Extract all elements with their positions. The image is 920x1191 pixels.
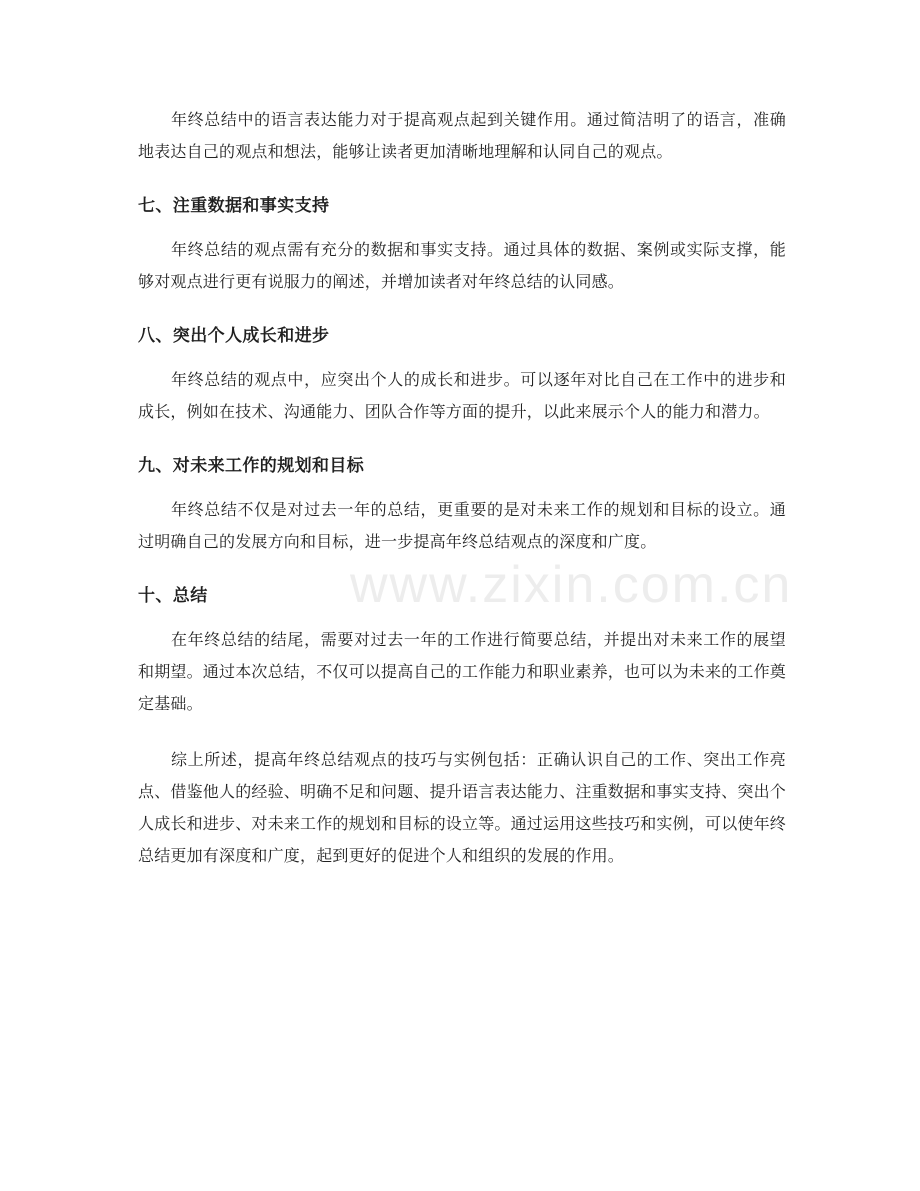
intro-paragraph: 年终总结中的语言表达能力对于提高观点起到关键作用。通过简洁明了的语言，准确地表达自己的观点和想法，能够让读者更加清晰地理解和认同自己的观点。 xyxy=(138,110,786,161)
section-body-8: 年终总结的观点中，应突出个人的成长和进步。可以逐年对比自己在工作中的进步和成长，例如在技术、沟通能力、团队合作等方面的提升，以此来展示个人的能力和潜力。 xyxy=(138,370,786,421)
document-content xyxy=(138,104,786,872)
section-heading-7: 七、注重数据和事实支持 xyxy=(138,196,330,216)
watermark-text: www.zixin.com.cn xyxy=(350,556,793,614)
section-heading-9: 九、对未来工作的规划和目标 xyxy=(138,456,365,476)
section-body-10: 在年终总结的结尾，需要对过去一年的工作进行简要总结，并提出对未来工作的展望和期望。通过本次总结，不仅可以提高自己的工作能力和职业素养，也可以为未来的工作奠定基础。 xyxy=(138,630,787,713)
section-body-9: 年终总结不仅是对过去一年的总结，更重要的是对未来工作的规划和目标的设立。通过明确自己的发展方向和目标，进一步提高年终总结观点的深度和广度。 xyxy=(138,500,786,551)
section-body-7: 年终总结的观点需有充分的数据和事实支持。通过具体的数据、案例或实际支撑，能够对观点进行更有说服力的阐述，并增加读者对年终总结的认同感。 xyxy=(138,240,786,291)
conclusion-paragraph: 综上所述，提高年终总结观点的技巧与实例包括：正确认识自己的工作、突出工作亮点、借鉴他人的经验、明确不足和问题、提升语言表达能力、注重数据和事实支持、突出个人成长和进步、对未来工作的规划和目标的设立等。通过运用这些技巧和实例，可以使年终总结更加有深度和广度，起到更好的促进个人和组织的发展的作用。 xyxy=(138,750,787,865)
section-heading-10: 十、总结 xyxy=(138,586,208,606)
section-heading-8: 八、突出个人成长和进步 xyxy=(138,326,330,346)
